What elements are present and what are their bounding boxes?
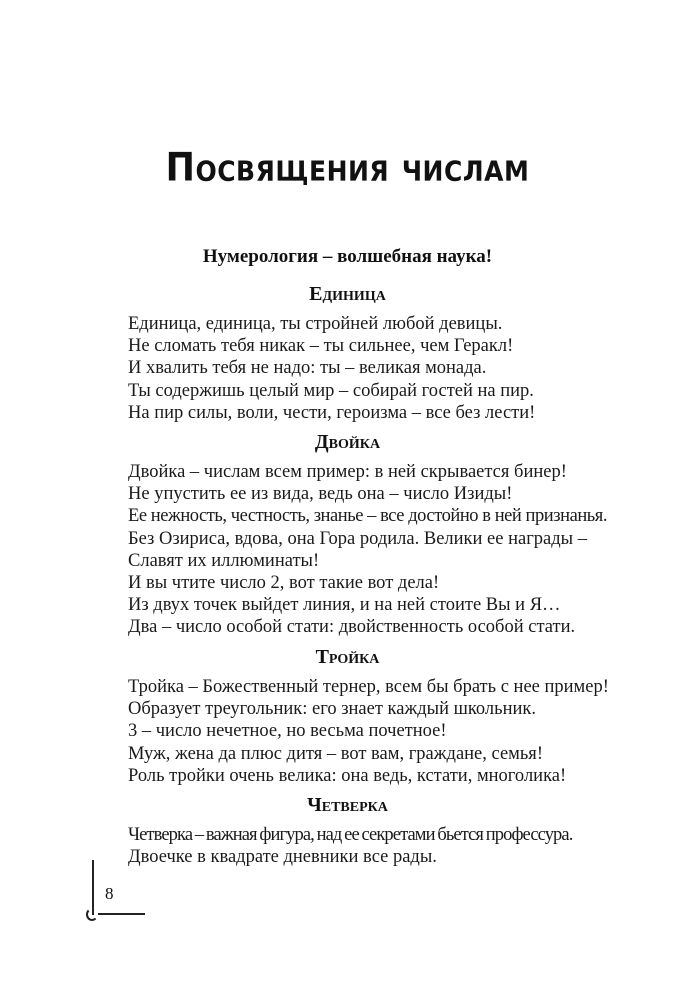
verse-line: Двойка – числам всем пример: в ней скрывается бинер! — [128, 462, 567, 482]
verse-line: Тройка – Божественный тернер, всем бы брать с нее пример! — [128, 677, 609, 697]
verse-line: Не сломать тебя никак – ты сильнее, чем Геракл! — [128, 336, 514, 357]
section-title-dvoyka: Двойка — [314, 431, 381, 453]
stanza-chetverka — [128, 824, 628, 868]
stanza-dvoyka — [128, 461, 628, 639]
verse-line: Два – число особой стати: двойственность особой стати. — [128, 617, 576, 638]
verse-line: Не упустить ее из вида, ведь она – число Изиды! — [128, 484, 513, 505]
page-number: 8 — [105, 884, 114, 903]
verse-line: Единица, единица, ты стройней любой девицы. — [128, 314, 503, 334]
verse-line: 3 – число нечетное, но весьма почетное! — [128, 721, 447, 742]
section-title-troyka: Тройка — [315, 646, 380, 668]
section-title-edinitsa: Единица — [309, 283, 386, 305]
verse-line: Двоечке в квадрате дневники все рады. — [128, 847, 437, 868]
section-title-chetverka: Четверка — [307, 794, 388, 816]
verse-line: И вы чтите число 2, вот такие вот дела! — [128, 573, 440, 594]
verse-line: Образует треугольник: его знает каждый школьник. — [128, 699, 537, 720]
corner-ornament-horizontal-rule — [98, 913, 145, 915]
verse-line: И хвалить тебя не надо: ты – великая монада. — [128, 358, 487, 379]
verse-line: Четверка – важная фигура, над ее секретами бьется профессура. — [128, 825, 573, 845]
verse-line: Без Озириса, вдова, она Гора родила. Велики ее награды – — [128, 528, 587, 549]
chapter-title: Посвящения числам — [165, 145, 530, 191]
corner-ornament-curl — [86, 908, 98, 921]
stanza-edinitsa — [128, 313, 628, 424]
subtitle: Нумерология – волшебная наука! — [202, 246, 493, 267]
verse-line: На пир силы, воли, чести, героизма – все без лести! — [128, 402, 536, 423]
verse-line: Ее нежность, честность, знанье – все достойно в ней признанья. — [128, 506, 607, 527]
verse-line: Славят их иллюминаты! — [128, 550, 320, 571]
verse-line: Ты содержишь целый мир – собирай гостей на пир. — [128, 380, 534, 401]
verse-line: Из двух точек выйдет линия, и на ней стоите Вы и Я… — [128, 595, 561, 616]
verse-line: Роль тройки очень велика: она ведь, кстати, многолика! — [128, 765, 567, 786]
stanza-troyka — [128, 676, 628, 787]
corner-ornament-vertical-rule — [92, 860, 94, 915]
verse-line: Муж, жена да плюс дитя – вот вам, граждане, семья! — [128, 743, 543, 764]
